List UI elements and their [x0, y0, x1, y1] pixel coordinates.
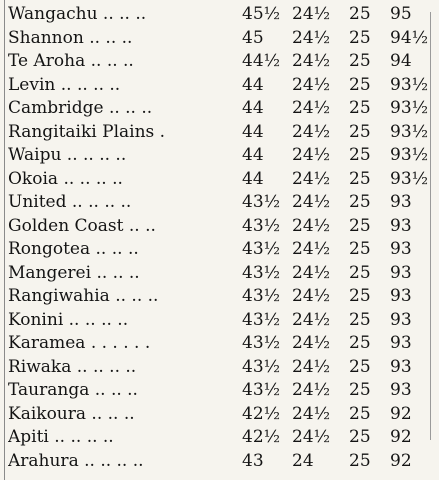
score-col-1: 44 — [242, 98, 264, 118]
table-row — [0, 379, 439, 403]
table-row — [0, 144, 439, 168]
score-col-2: 24½ — [292, 309, 331, 330]
table-row — [0, 426, 439, 450]
score-col-4: 94½ — [390, 27, 429, 48]
score-col-1: 43½ — [242, 215, 281, 236]
table-row — [0, 450, 439, 474]
entry-name: Rangiwahia .. .. .. — [8, 286, 159, 306]
table-row — [0, 168, 439, 192]
score-col-3: 25 — [349, 403, 371, 424]
entry-name: Te Aroha .. .. .. — [8, 51, 134, 71]
score-col-1: 43½ — [242, 239, 281, 259]
score-col-3: 25 — [349, 168, 371, 189]
score-col-1: 44 — [242, 121, 264, 142]
entry-name: Tauranga .. .. .. — [8, 380, 138, 400]
entry-name: Levin .. .. .. .. — [8, 74, 121, 95]
table-row — [0, 238, 439, 262]
score-col-3: 25 — [349, 98, 371, 118]
score-col-4: 93 — [390, 380, 412, 400]
table-row — [0, 215, 439, 239]
score-col-3: 25 — [349, 333, 371, 353]
score-col-3: 25 — [349, 121, 371, 142]
score-col-1: 43½ — [242, 333, 281, 353]
score-col-2: 24½ — [292, 333, 331, 353]
score-col-1: 43½ — [242, 309, 281, 330]
score-col-3: 25 — [349, 215, 371, 236]
results-table — [0, 3, 439, 473]
entry-name: Apiti .. .. .. .. — [8, 427, 114, 447]
entry-name: Kaikoura .. .. .. — [8, 403, 135, 424]
score-col-4: 93 — [390, 333, 412, 353]
table-row — [0, 121, 439, 145]
score-col-1: 44 — [242, 74, 264, 95]
score-col-1: 43 — [242, 450, 264, 471]
score-col-4: 93 — [390, 356, 412, 377]
score-col-1: 43½ — [242, 192, 281, 212]
score-col-3: 25 — [349, 51, 371, 71]
score-col-4: 93½ — [390, 74, 429, 95]
score-col-1: 43½ — [242, 262, 281, 283]
score-col-4: 93½ — [390, 168, 429, 189]
score-col-2: 24 — [292, 450, 314, 471]
entry-name: Shannon .. .. .. — [8, 27, 133, 48]
table-row — [0, 332, 439, 356]
score-col-4: 93½ — [390, 98, 429, 118]
table-row — [0, 74, 439, 98]
score-col-4: 93 — [390, 215, 412, 236]
entry-name: Cambridge .. .. .. — [8, 98, 153, 118]
score-col-3: 25 — [349, 192, 371, 212]
entry-name: Riwaka .. .. .. .. — [8, 356, 137, 377]
score-col-2: 24½ — [292, 51, 331, 71]
score-col-3: 25 — [349, 450, 371, 471]
entry-name: Wangachu .. .. .. — [8, 4, 147, 24]
entry-name: Konini .. .. .. .. — [8, 309, 129, 330]
score-col-2: 24½ — [292, 239, 331, 259]
entry-name: United .. .. .. .. — [8, 192, 132, 212]
score-col-1: 44 — [242, 168, 264, 189]
entry-name: Karamea . . . . . . — [8, 333, 151, 353]
score-col-2: 24½ — [292, 145, 331, 165]
table-row — [0, 50, 439, 74]
score-col-2: 24½ — [292, 286, 331, 306]
score-col-2: 24½ — [292, 98, 331, 118]
score-col-2: 24½ — [292, 356, 331, 377]
table-row — [0, 97, 439, 121]
score-col-2: 24½ — [292, 27, 331, 48]
score-col-1: 43½ — [242, 356, 281, 377]
score-col-1: 45½ — [242, 4, 281, 24]
score-col-3: 25 — [349, 145, 371, 165]
entry-name: Rongotea .. .. .. — [8, 239, 139, 259]
entry-name: Okoia .. .. .. .. — [8, 168, 123, 189]
score-col-1: 44½ — [242, 51, 281, 71]
entry-name: Rangitaiki Plains . — [8, 121, 166, 142]
score-col-2: 24½ — [292, 215, 331, 236]
score-col-4: 92 — [390, 450, 412, 471]
table-row — [0, 309, 439, 333]
table-row — [0, 403, 439, 427]
score-col-2: 24½ — [292, 427, 331, 447]
table-row — [0, 356, 439, 380]
score-col-4: 92 — [390, 403, 412, 424]
table-row — [0, 262, 439, 286]
score-col-4: 94 — [390, 51, 412, 71]
score-col-1: 42½ — [242, 427, 281, 447]
score-col-2: 24½ — [292, 380, 331, 400]
score-col-2: 24½ — [292, 74, 331, 95]
score-col-2: 24½ — [292, 4, 331, 24]
score-col-2: 24½ — [292, 121, 331, 142]
score-col-3: 25 — [349, 427, 371, 447]
score-col-4: 95 — [390, 4, 412, 24]
score-col-4: 93 — [390, 309, 412, 330]
score-col-3: 25 — [349, 4, 371, 24]
score-col-1: 43½ — [242, 286, 281, 306]
score-col-3: 25 — [349, 239, 371, 259]
entry-name: Mangerei .. .. .. — [8, 262, 140, 283]
score-col-1: 43½ — [242, 380, 281, 400]
score-col-1: 44 — [242, 145, 264, 165]
score-col-3: 25 — [349, 286, 371, 306]
score-col-3: 25 — [349, 380, 371, 400]
score-col-2: 24½ — [292, 403, 331, 424]
score-col-4: 93½ — [390, 145, 429, 165]
table-row — [0, 191, 439, 215]
table-row — [0, 3, 439, 27]
score-col-4: 93 — [390, 239, 412, 259]
score-col-4: 93 — [390, 286, 412, 306]
table-row — [0, 27, 439, 51]
score-col-1: 42½ — [242, 403, 281, 424]
score-col-4: 93 — [390, 192, 412, 212]
score-col-3: 25 — [349, 262, 371, 283]
entry-name: Waipu .. .. .. .. — [8, 145, 127, 165]
score-col-4: 93½ — [390, 121, 429, 142]
score-col-1: 45 — [242, 27, 264, 48]
score-col-2: 24½ — [292, 262, 331, 283]
score-col-3: 25 — [349, 309, 371, 330]
table-row — [0, 285, 439, 309]
score-col-3: 25 — [349, 27, 371, 48]
score-col-2: 24½ — [292, 168, 331, 189]
score-col-2: 24½ — [292, 192, 331, 212]
entry-name: Arahura .. .. .. .. — [8, 450, 144, 471]
score-col-4: 93 — [390, 262, 412, 283]
entry-name: Golden Coast .. .. — [8, 215, 156, 236]
score-col-3: 25 — [349, 74, 371, 95]
score-col-3: 25 — [349, 356, 371, 377]
score-col-4: 92 — [390, 427, 412, 447]
